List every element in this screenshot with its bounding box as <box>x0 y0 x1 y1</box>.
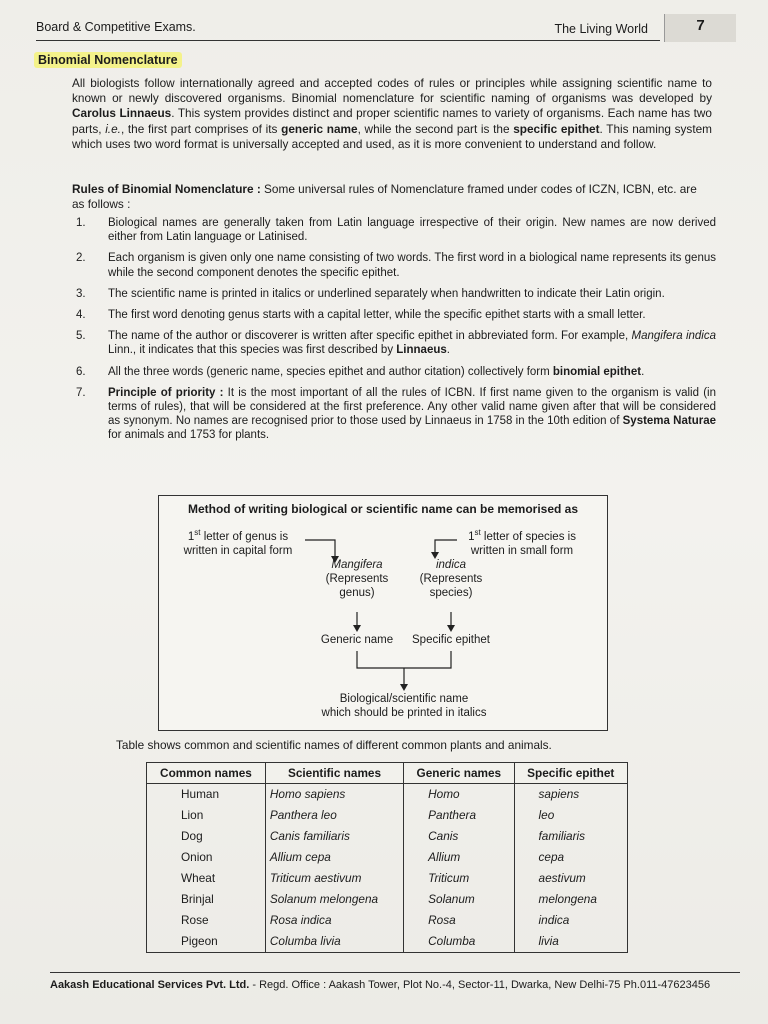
page-header <box>36 14 744 44</box>
specific-epithet-cell: melongena <box>514 889 627 910</box>
generic-name-cell: Allium <box>404 847 514 868</box>
common-name-cell: Lion <box>147 805 266 826</box>
generic-name-cell: Canis <box>404 826 514 847</box>
specific-epithet-cell: indica <box>514 910 627 931</box>
rules-list <box>72 216 716 450</box>
scientific-name-cell: Triticum aestivum <box>265 868 403 889</box>
table-row <box>147 847 628 868</box>
table-row <box>147 784 628 806</box>
scientific-name-cell: Columba livia <box>265 931 403 953</box>
diagram-title: Method of writing biological or scientific name can be memorised as <box>187 502 579 516</box>
rule-item: 2. Each organism is given only one name consisting of two words. The first word in a biological name represents its genus while the second component denotes the specific epithet. <box>76 252 716 279</box>
header-rule <box>36 40 660 41</box>
nomenclature-diagram <box>158 495 608 731</box>
names-table <box>146 762 628 953</box>
species-small-note: 1st letter of species is written in small form <box>468 528 576 557</box>
specific-epithet-cell: cepa <box>514 847 627 868</box>
col-scientific-names: Scientific names <box>265 763 403 784</box>
col-specific-epithet: Specific epithet <box>514 763 627 784</box>
scientific-name-cell: Rosa indica <box>265 910 403 931</box>
table-row <box>147 868 628 889</box>
table-row <box>147 889 628 910</box>
generic-name-cell: Triticum <box>404 868 514 889</box>
rule-item: 3. The scientific name is printed in italics or underlined separately when handwritten to indicate their Latin origin. <box>76 287 665 300</box>
page-footer <box>50 972 740 991</box>
table-caption: Table shows common and scientific names of different common plants and animals. <box>116 738 552 752</box>
scientific-name-cell: Canis familiaris <box>265 826 403 847</box>
species-example: indica (Represents species) <box>419 559 483 599</box>
header-board-label: Board & Competitive Exams. <box>36 20 196 34</box>
generic-name-label: Generic name <box>320 634 394 646</box>
genus-example: Mangifera (Represents genus) <box>325 559 389 599</box>
common-name-cell: Rose <box>147 910 266 931</box>
table-row <box>147 826 628 847</box>
rule-item: 4. The first word denoting genus starts with a capital letter, while the specific epithet starts with a small letter. <box>76 309 646 322</box>
table-row <box>147 910 628 931</box>
common-name-cell: Onion <box>147 847 266 868</box>
rule-item: 7. Principle of priority : It is the most important of all the rules of ICBN. If first name given to the organism is valid (in terms of rules), that will be considered at the first preference. Any other valid name given after that will be considered as synonym. No names are recognised prior to those used by Linnaeus in 1758 in the 10th edition of Systema Naturae for animals and 1753 for plants. <box>76 386 716 442</box>
page-number: 7 <box>664 14 736 42</box>
table-header-row <box>147 763 628 784</box>
generic-name-cell: Rosa <box>404 910 514 931</box>
specific-epithet-cell: leo <box>514 805 627 826</box>
generic-name-cell: Homo <box>404 784 514 806</box>
generic-name-cell: Solanum <box>404 889 514 910</box>
footer-address: - Regd. Office : Aakash Tower, Plot No.-4, Sector-11, Dwarka, New Delhi-75 Ph.011-47623456 <box>249 979 711 991</box>
genus-note-arrow <box>305 540 335 558</box>
footer-company: Aakash Educational Services Pvt. Ltd. <box>50 979 250 991</box>
common-name-cell: Wheat <box>147 868 266 889</box>
common-name-cell: Pigeon <box>147 931 266 953</box>
intro-paragraph: All biologists follow internationally agreed and accepted codes of rules or principles while assigning scientific name to known or newly discovered organisms. Binomial nomenclature for scientific naming of organisms was developed by Carolus Linnaeus. This system provides distinct and proper scientific names to variety of organisms. Each name has two parts, i.e., the first part comprises of its generic name, while the second part is the specific epithet. This naming system which uses two word format is universally accepted and used, as it is more convenient to understand and follow. <box>72 76 712 151</box>
join-bracket <box>357 651 451 668</box>
rule-item: 1. Biological names are generally taken from Latin language irrespective of their origin. New names are now derived either from Latin language or Latinised. <box>76 217 716 244</box>
table-row <box>147 805 628 826</box>
specific-epithet-label: Specific epithet <box>412 634 490 646</box>
specific-epithet-cell: familiaris <box>514 826 627 847</box>
common-name-cell: Human <box>147 784 266 806</box>
table-row <box>147 931 628 953</box>
common-name-cell: Brinjal <box>147 889 266 910</box>
common-name-cell: Dog <box>147 826 266 847</box>
rules-intro: Rules of Binomial Nomenclature : Some universal rules of Nomenclature framed under codes of ICZN, ICBN, etc. are as follows : <box>72 182 697 212</box>
specific-epithet-cell: aestivum <box>514 868 627 889</box>
genus-capital-note: 1st letter of genus is written in capital form <box>183 528 293 557</box>
scientific-name-cell: Homo sapiens <box>265 784 403 806</box>
generic-name-cell: Columba <box>404 931 514 953</box>
species-note-arrow <box>435 540 457 554</box>
col-generic-names: Generic names <box>404 763 514 784</box>
col-common-names: Common names <box>147 763 266 784</box>
scientific-name-cell: Solanum melongena <box>265 889 403 910</box>
rule-item: 5. The name of the author or discoverer is written after specific epithet in abbreviated form. For example, Mangifera indica Linn., it indicates that this species was first described by Linnaeus. <box>76 330 716 357</box>
scientific-name-cell: Allium cepa <box>265 847 403 868</box>
scientific-name-cell: Panthera leo <box>265 805 403 826</box>
rule-item: 6. All the three words (generic name, species epithet and author citation) collectively form binomial epithet. <box>76 365 645 378</box>
specific-epithet-cell: sapiens <box>514 784 627 806</box>
header-chapter-title: The Living World <box>554 22 648 36</box>
generic-name-cell: Panthera <box>404 805 514 826</box>
specific-epithet-cell: livia <box>514 931 627 953</box>
result-label: Biological/scientific name which should be printed in italics <box>321 693 487 719</box>
section-title: Binomial Nomenclature <box>34 52 182 68</box>
